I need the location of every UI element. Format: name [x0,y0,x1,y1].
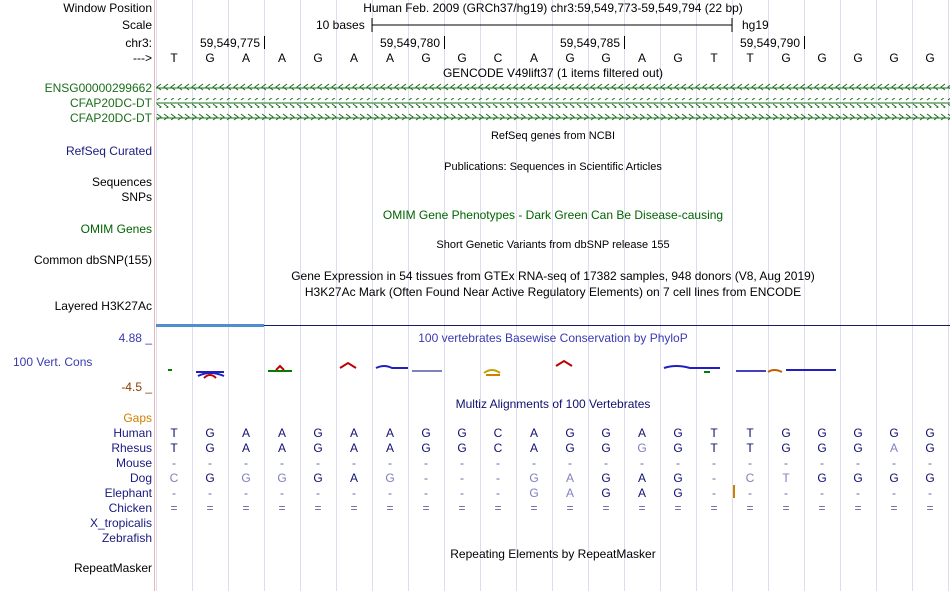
aligned-base: = [314,501,322,515]
aligned-base: A [565,486,574,500]
scale-label: Scale [121,18,152,32]
aligned-base: - [604,456,608,470]
multiz-track-title[interactable]: Multiz Alignments of 100 Vertebrates [455,397,651,411]
aligned-base: C [745,471,755,485]
aligned-base: - [352,486,356,500]
aligned-base: - [784,456,788,470]
aligned-base: G [529,486,539,500]
base-letter: A [277,51,286,65]
aligned-base: G [925,441,935,455]
base-letter: T [710,51,718,65]
aligned-base: = [890,501,898,515]
omim-track-title[interactable]: OMIM Gene Phenotypes - Dark Green Can Be Disease-causing [382,208,724,222]
aligned-base: A [637,486,646,500]
aligned-base: = [494,501,502,515]
aligned-base: = [638,501,646,515]
aligned-base: = [422,501,430,515]
base-letter: A [349,51,358,65]
gtex-track-title[interactable]: Gene Expression in 54 tissues from GTEx RNA-seq of 17382 samples, 948 donors (V8, Aug 2019) [291,269,815,283]
aligned-base: T [746,441,754,455]
aligned-base: C [493,441,503,455]
aligned-base: - [856,486,860,500]
aligned-base: - [496,471,500,485]
window-position-text[interactable]: Human Feb. 2009 (GRCh37/hg19) chr3:59,549,773-59,549,794 (22 bp) [363,1,743,15]
aligned-base: - [316,456,320,470]
aligned-base: G [853,441,863,455]
gene-label-ensg[interactable]: ENSG00000299662 [44,81,152,95]
species-label[interactable]: Zebrafish [101,531,152,545]
aligned-base: A [385,426,394,440]
aligned-base: - [856,456,860,470]
base-letter: G [205,51,215,65]
base-letter: G [673,51,683,65]
phylop-min-value: -4.5 _ [121,380,152,394]
aligned-base: - [460,471,464,485]
aligned-base: - [892,486,896,500]
aligned-base: G [313,426,323,440]
aligned-base: = [242,501,250,515]
aligned-base: G [457,426,467,440]
aligned-base: G [637,441,647,455]
aligned-base: G [781,441,791,455]
aligned-base: A [565,471,574,485]
aligned-base: = [458,501,466,515]
base-letter: T [170,51,178,65]
aligned-base: G [277,471,287,485]
base-letter: A [241,51,250,65]
aligned-base: G [925,426,935,440]
position-tick-label: 59,549,790 [739,36,800,50]
aligned-base: G [241,471,251,485]
h3k27ac-label[interactable]: Layered H3K27Ac [54,299,152,313]
aligned-base: G [673,486,683,500]
aligned-base: C [493,426,503,440]
gene-label-cfap20dc-dt-1[interactable]: CFAP20DC-DT [69,96,152,110]
base-letter: A [385,51,394,65]
repeatmasker-label[interactable]: RepeatMasker [73,561,152,575]
publications-track-title[interactable]: Publications: Sequences in Scientific Articles [444,161,662,173]
aligned-base: G [817,441,827,455]
species-label[interactable]: Dog [129,471,152,485]
h3k27ac-signal-baseline [156,325,950,326]
base-letter: T [746,51,754,65]
aligned-base: A [241,426,250,440]
phylop-label[interactable]: 100 Vert. Cons [13,355,93,369]
h3k27ac-track-title[interactable]: H3K27Ac Mark (Often Found Near Active Regulatory Elements) on 7 cell lines from ENCODE [304,285,802,299]
aligned-base: - [496,456,500,470]
aligned-base: - [208,486,212,500]
aligned-base: C [169,471,179,485]
refseq-label[interactable]: RefSeq Curated [65,144,152,158]
aligned-base: A [637,426,646,440]
aligned-base: - [892,456,896,470]
chrom-label: chr3: [125,36,152,50]
species-label[interactable]: X_tropicalis [89,516,152,530]
aligned-base: - [496,486,500,500]
aligned-base: = [566,501,574,515]
base-letter: G [313,51,323,65]
aligned-base: - [280,486,284,500]
aligned-base: - [352,456,356,470]
aligned-base: - [280,456,284,470]
aligned-base: - [244,456,248,470]
position-tick-mark [264,36,265,49]
aligned-base: G [853,471,863,485]
position-tick-label: 59,549,780 [379,36,440,50]
aligned-base: G [673,441,683,455]
aligned-base: A [241,441,250,455]
base-letter: G [457,51,467,65]
species-label[interactable]: Mouse [115,456,152,470]
window-position-label: Window Position [63,1,152,15]
snps-label[interactable]: SNPs [121,190,152,204]
base-letter: A [529,51,538,65]
aligned-base: G [457,441,467,455]
aligned-base: - [568,456,572,470]
aligned-base: G [673,426,683,440]
aligned-base: = [170,501,178,515]
aligned-base: G [925,471,935,485]
aligned-base: = [350,501,358,515]
aligned-base: G [601,486,611,500]
dbsnp-label[interactable]: Common dbSNP(155) [33,253,152,267]
aligned-base: - [244,486,248,500]
omim-label[interactable]: OMIM Genes [80,222,152,236]
aligned-base: - [928,486,932,500]
aligned-base: T [170,426,178,440]
aligned-base: - [388,456,392,470]
aligned-base: G [889,471,899,485]
aligned-base: G [385,471,395,485]
species-label[interactable]: Human [113,426,152,440]
base-letter: G [781,51,791,65]
aligned-base: G [889,426,899,440]
aligned-base: T [746,426,754,440]
aligned-base: A [385,441,394,455]
aligned-base: G [421,426,431,440]
aligned-base: G [781,426,791,440]
species-label[interactable]: Elephant [104,486,152,500]
aligned-base: A [349,471,358,485]
base-letter: G [853,51,863,65]
label-separator [154,0,155,591]
base-letter: G [565,51,575,65]
aligned-base: - [388,486,392,500]
aligned-base: A [529,426,538,440]
species-label[interactable]: Rhesus [111,441,152,455]
aligned-base: G [205,441,215,455]
aligned-base: = [818,501,826,515]
aligned-base: G [205,426,215,440]
refseq-track-title[interactable]: RefSeq genes from NCBI [490,130,616,142]
base-letter: A [637,51,646,65]
aligned-base: G [565,441,575,455]
gene-models[interactable] [156,82,950,126]
aligned-base: = [782,501,790,515]
aligned-base: G [673,471,683,485]
base-letter: G [925,51,935,65]
aligned-base: A [349,426,358,440]
base-letter: G [421,51,431,65]
assembly-label: hg19 [742,18,769,32]
aligned-base: - [712,486,716,500]
aligned-base: G [205,471,215,485]
aligned-base: - [316,486,320,500]
aligned-base: - [748,486,752,500]
aligned-base: - [424,471,428,485]
aligned-base: = [854,501,862,515]
aligned-base: - [676,456,680,470]
aligned-base: = [278,501,286,515]
aligned-base: - [424,486,428,500]
phylop-logo[interactable] [156,358,950,382]
aligned-base: - [424,456,428,470]
aligned-base: G [817,426,827,440]
aligned-base: - [172,456,176,470]
aligned-base: T [710,426,718,440]
base-letter: C [493,51,503,65]
sequences-label[interactable]: Sequences [91,175,152,189]
aligned-base: A [277,426,286,440]
aligned-base: = [602,501,610,515]
aligned-base: - [784,486,788,500]
aligned-base: - [712,471,716,485]
aligned-base: G [817,471,827,485]
position-tick-mark [444,36,445,49]
aligned-base: G [853,426,863,440]
h3k27ac-signal-bar [156,324,264,327]
aligned-base: - [460,456,464,470]
position-tick-mark [804,36,805,49]
aligned-base: = [746,501,754,515]
position-tick-label: 59,549,775 [199,36,260,50]
aligned-base: G [601,441,611,455]
position-tick-mark [624,36,625,49]
aligned-base: = [710,501,718,515]
aligned-base: - [820,486,824,500]
aligned-base: T [170,441,178,455]
aligned-base: G [565,426,575,440]
aligned-base: G [313,441,323,455]
gencode-track-title[interactable]: GENCODE V49lift37 (1 items filtered out) [442,66,664,80]
scale-text: 10 bases [316,18,365,32]
aligned-base: = [386,501,394,515]
aligned-base: - [208,456,212,470]
aligned-base: - [532,456,536,470]
aligned-base: G [313,471,323,485]
aligned-base: G [601,426,611,440]
species-label[interactable]: Chicken [108,501,152,515]
aligned-base: = [206,501,214,515]
aligned-base: T [782,471,790,485]
aligned-base: - [820,456,824,470]
phylop-track-title[interactable]: 100 vertebrates Basewise Conservation by PhyloP [418,331,688,345]
dbsnp-track-title[interactable]: Short Genetic Variants from dbSNP release 155 [436,239,670,251]
base-letter: G [601,51,611,65]
aligned-base: - [172,486,176,500]
aligned-base: - [712,456,716,470]
aligned-base: - [460,486,464,500]
scale-bar [370,17,736,33]
aligned-base: A [277,441,286,455]
aligned-base: = [674,501,682,515]
base-letter: G [817,51,827,65]
gaps-label[interactable]: Gaps [123,411,152,425]
aligned-base: G [421,441,431,455]
aligned-base: G [529,471,539,485]
aligned-base: - [748,456,752,470]
aligned-base: A [889,441,898,455]
aligned-base: G [601,471,611,485]
aligned-base: A [349,441,358,455]
position-tick-label: 59,549,785 [559,36,620,50]
aligned-base: = [926,501,934,515]
aligned-base: - [640,456,644,470]
phylop-max-value: 4.88 _ [118,331,152,345]
aligned-base: T [710,441,718,455]
repeatmasker-track-title[interactable]: Repeating Elements by RepeatMasker [450,547,656,561]
aligned-base: A [529,441,538,455]
base-letter: G [889,51,899,65]
aligned-base: = [530,501,538,515]
strand-arrow: ---> [133,51,152,65]
aligned-base: - [928,456,932,470]
insertion-marker [733,485,735,498]
aligned-base: A [637,471,646,485]
gene-label-cfap20dc-dt-2[interactable]: CFAP20DC-DT [69,111,152,125]
